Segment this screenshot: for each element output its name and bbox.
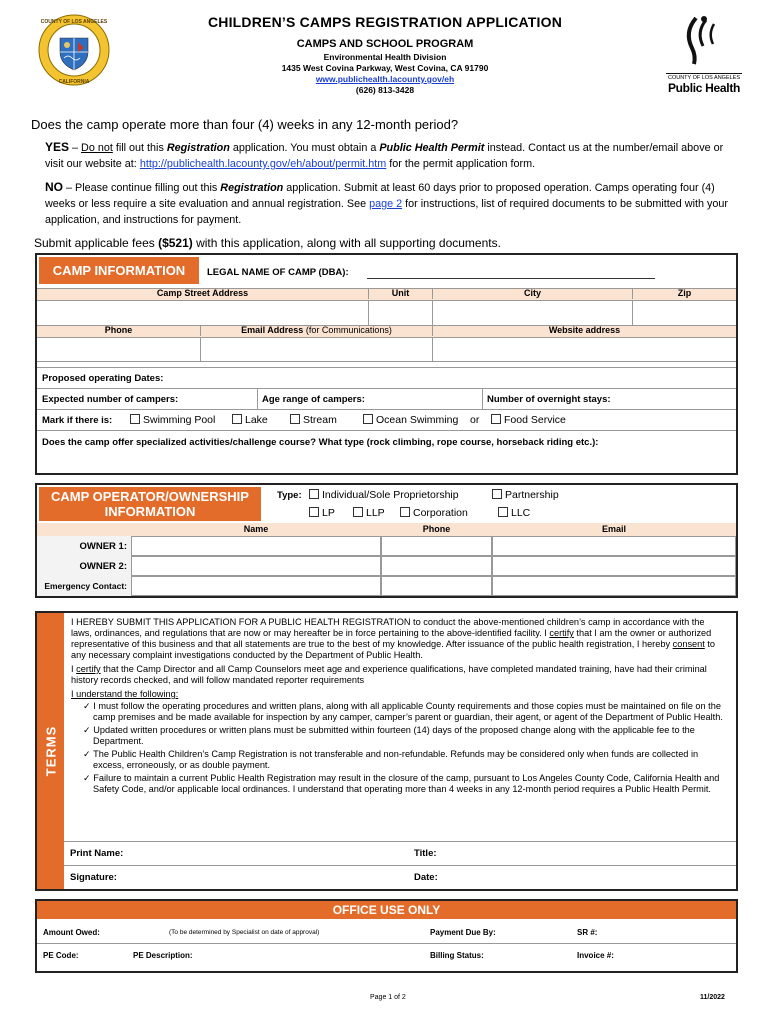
emergency-phone-input[interactable]: [381, 576, 492, 596]
date-input[interactable]: [444, 866, 734, 889]
public-health-figure-icon: [666, 14, 742, 66]
county-seal-logo: [38, 14, 110, 86]
invoice-number-label: Invoice #:: [577, 951, 614, 960]
owner-2-email-input[interactable]: [492, 556, 736, 576]
checkbox[interactable]: [498, 507, 508, 517]
owner-2-phone-input[interactable]: [381, 556, 492, 576]
features-row: Mark if there is: Swimming Pool Lake Stream Ocean Swimming or Food Service: [37, 409, 736, 430]
page-2-link[interactable]: page 2: [369, 198, 403, 210]
print-name-input[interactable]: [144, 842, 429, 865]
header: [150, 14, 620, 96]
type-individual[interactable]: Individual/Sole Proprietorship: [309, 489, 459, 501]
print-name-row: Print Name: Title:: [64, 841, 736, 865]
pe-description-label: PE Description:: [133, 951, 193, 960]
program-name: CAMPS AND SCHOOL PROGRAM: [296, 38, 474, 50]
col-unit: Unit: [368, 288, 432, 299]
col-zip: Zip: [632, 288, 736, 299]
age-range-field[interactable]: Age range of campers:: [257, 388, 482, 409]
checkbox[interactable]: [491, 414, 501, 424]
phone-input[interactable]: [37, 337, 200, 361]
campers-count-field[interactable]: Expected number of campers:: [37, 388, 257, 409]
office-use-section: [35, 899, 738, 973]
legal-name-label: LEGAL NAME OF CAMP (DBA):: [207, 267, 349, 278]
phone-number: (626) 813-3428: [355, 85, 415, 95]
owner-1-phone-input[interactable]: [381, 536, 492, 556]
permit-link[interactable]: http://publichealth.lacounty.gov/eh/about/permit.htm: [139, 158, 387, 170]
checkbox[interactable]: [232, 414, 242, 424]
option-swimming-pool[interactable]: Swimming Pool: [130, 414, 215, 426]
overnight-stays-field[interactable]: Number of overnight stays:: [482, 388, 736, 409]
terms-text: [71, 617, 726, 797]
checkmark-icon: ✓: [83, 749, 91, 759]
type-llp[interactable]: LLP: [353, 507, 385, 519]
logo-county-text: COUNTY OF LOS ANGELES: [667, 75, 741, 81]
revision-date: 11/2022: [700, 994, 725, 1001]
checkbox[interactable]: [309, 507, 319, 517]
checkbox[interactable]: [353, 507, 363, 517]
owner-2-name-input[interactable]: [131, 556, 381, 576]
emergency-contact-label: Emergency Contact:: [44, 581, 127, 591]
website-input[interactable]: [432, 337, 736, 361]
checkmark-icon: ✓: [83, 773, 91, 783]
terms-section: [35, 611, 738, 891]
checkbox[interactable]: [492, 489, 502, 499]
signature-row: Signature: Date:: [64, 865, 736, 889]
city-input[interactable]: [432, 300, 632, 325]
signature-input[interactable]: [144, 866, 429, 889]
col-owner-email: Email: [601, 524, 626, 534]
operator-header: CAMP OPERATOR/OWNERSHIP INFORMATION: [39, 487, 261, 521]
checkmark-icon: ✓: [83, 701, 91, 711]
activities-field[interactable]: [37, 430, 736, 473]
col-city: City: [432, 288, 632, 299]
yes-instructions: YES – Do not fill out this Registration application. You must obtain a Public Health Permit instead. Contact us at the number/email above or visit our website at: http://publichealth.lacounty.gov/eh/about/permit.htm for the permit application form.: [45, 140, 724, 170]
col-owner-phone: Phone: [422, 524, 451, 534]
checkbox[interactable]: [309, 489, 319, 499]
activities-label: Does the camp offer specialized activities/challenge course? What type (rock climbing, rope course, horseback riding etc.):: [42, 437, 599, 448]
page-number: Page 1 of 2: [370, 994, 406, 1001]
legal-name-field[interactable]: [367, 278, 655, 279]
option-food-service[interactable]: Food Service: [491, 414, 566, 426]
page-title: CHILDREN’S CAMPS REGISTRATION APPLICATION: [207, 14, 563, 30]
logo-public-health-text: Public Health: [667, 81, 741, 95]
email-input[interactable]: [200, 337, 432, 361]
fees-notice: Submit applicable fees ($521) with this application, along with all supporting documents.: [34, 236, 501, 250]
type-lp[interactable]: LP: [309, 507, 335, 519]
checkbox[interactable]: [130, 414, 140, 424]
emergency-name-input[interactable]: [131, 576, 381, 596]
col-street-address: Camp Street Address: [156, 288, 249, 298]
or-text: or: [470, 414, 480, 426]
office-use-header: OFFICE USE ONLY: [37, 901, 736, 919]
sr-number-label: SR #:: [577, 928, 598, 937]
camp-information-section: [35, 253, 738, 475]
term-item: ✓ Failure to maintain a current Public Health Registration may result in the closure of the camp, pursuant to Los Angeles County Code, California Health and Safety Code, and/or applicable local ordinances. I understand that operating more than 4 weeks in any 12-month period requires a Public Health Permit.: [83, 773, 720, 794]
operating-dates-field[interactable]: [37, 367, 736, 388]
svg-text:CALIFORNIA: CALIFORNIA: [58, 79, 90, 85]
emergency-email-input[interactable]: [492, 576, 736, 596]
operation-duration-question: Does the camp operate more than four (4) weeks in any 12-month period?: [31, 117, 459, 132]
svg-text:COUNTY OF LOS ANGELES: COUNTY OF LOS ANGELES: [40, 19, 108, 25]
amount-owed-note: (To be determined by Specialist on date of approval): [169, 929, 320, 936]
operator-section: [35, 483, 738, 598]
no-instructions: NO – Please continue filling out this Registration application. Submit at least 60 days prior to proposed operation. Camps operating four (4) weeks or less require a site evaluation and annual registration. See page 2 for instructions, list of required documents to be submitted with your application, and instructions for payment.: [45, 180, 728, 226]
col-phone: Phone: [104, 325, 133, 335]
terms-paragraph-1: I HEREBY SUBMIT THIS APPLICATION FOR A PUBLIC HEALTH REGISTRATION to conduct the above-mentioned children’s camp in accordance with the laws, ordinances, and regulations that are now or may hereafter be in force pertaining to the above-identified facility. I certify that I am the owner or authorized representative of this business and that all statements are true to the best of my knowledge. After issuance of the public health registration, I hereby consent to any necessary complaint investigations conducted by the Department of Public Health.: [71, 617, 716, 660]
camp-information-header: CAMP INFORMATION: [39, 257, 199, 284]
col-email: Email Address (for Communications): [200, 325, 432, 336]
term-item: ✓ Updated written procedures or written plans must be submitted within fourteen (14) days of the proposed change along with the applicable fee to the Department.: [83, 725, 695, 746]
option-ocean-swimming[interactable]: Ocean Swimming: [363, 414, 458, 426]
option-lake[interactable]: Lake: [232, 414, 268, 426]
payment-due-label: Payment Due By:: [430, 928, 496, 937]
street-address-input[interactable]: [37, 300, 368, 325]
owner-1-name-input[interactable]: [131, 536, 381, 556]
owner-2-label: OWNER 2:: [79, 561, 127, 572]
owner-1-email-input[interactable]: [492, 536, 736, 556]
website-link[interactable]: www.publichealth.lacounty.gov/eh: [315, 74, 455, 84]
col-owner-name: Name: [243, 524, 269, 534]
checkmark-icon: ✓: [83, 725, 91, 735]
division-name: Environmental Health Division: [323, 52, 447, 62]
type-llc[interactable]: LLC: [498, 507, 530, 519]
operating-dates-label: Proposed operating Dates:: [42, 373, 164, 384]
term-item: ✓ The Public Health Children’s Camp Registration is not transferable and non-refundable. Refunds may be considered only when funds are collected in excess, erroneously, or as double payment.: [83, 749, 699, 770]
pe-code-label: PE Code:: [43, 951, 79, 960]
ownership-type: Type:: [277, 490, 302, 501]
unit-input[interactable]: [368, 300, 432, 325]
checkbox[interactable]: [290, 414, 300, 424]
checkbox[interactable]: [400, 507, 410, 517]
title-input[interactable]: [444, 842, 734, 865]
col-website: Website address: [432, 325, 736, 336]
billing-status-label: Billing Status:: [430, 951, 484, 960]
amount-owed-label: Amount Owed:: [43, 928, 100, 937]
checkbox[interactable]: [363, 414, 373, 424]
terms-side-label: TERMS: [37, 613, 64, 889]
type-partnership[interactable]: Partnership: [492, 489, 559, 501]
option-stream[interactable]: Stream: [290, 414, 337, 426]
address: 1435 West Covina Parkway, West Covina, CA 91790: [281, 63, 489, 73]
term-item: ✓ I must follow the operating procedures and written plans, along with all applicable County requirements and those copies must be maintained on file on the camp premises and be made available for inspection by any camper, camper’s parent or guardian, their agent, or agent of the Department of Public Health.: [83, 701, 723, 722]
owner-1-label: OWNER 1:: [79, 541, 127, 552]
public-health-logo: [666, 14, 742, 94]
terms-paragraph-2: I certify that the Camp Director and all Camp Counselors meet age and experience qualifications, have completed mandated training, have had their criminal history records checked, and will follow mandated reporter requirements: [71, 664, 707, 685]
zip-input[interactable]: [632, 300, 736, 325]
type-corporation[interactable]: Corporation: [400, 507, 468, 519]
understand-heading: I understand the following:: [71, 689, 179, 699]
